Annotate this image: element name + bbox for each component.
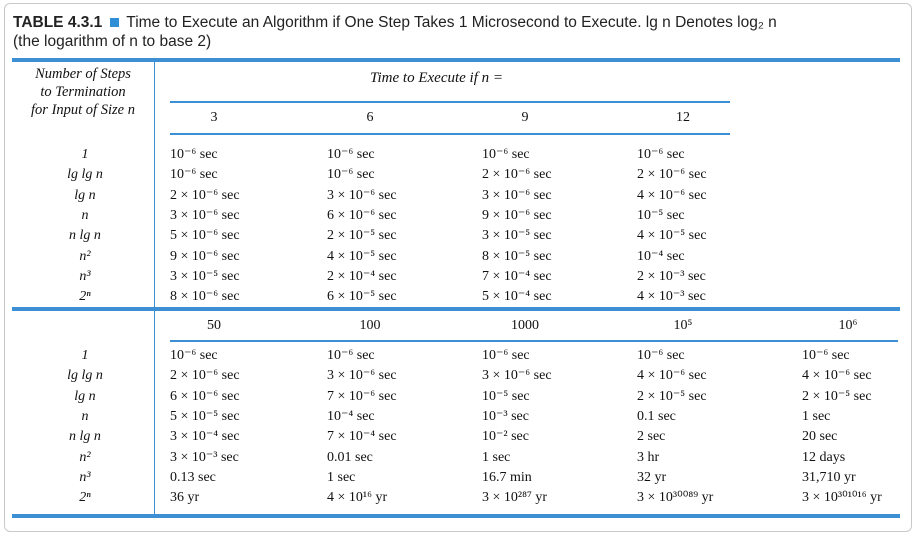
table-cell: 4 × 10⁻⁶ sec bbox=[637, 187, 707, 203]
table-cell: 12 days bbox=[802, 449, 846, 465]
bottom-rule bbox=[12, 514, 900, 518]
middle-rule bbox=[12, 307, 900, 311]
table-cell: 2 sec bbox=[637, 429, 666, 445]
table-cell: 3 × 10⁻⁶ sec bbox=[482, 187, 552, 203]
table-cell: 10⁻⁶ sec bbox=[170, 167, 218, 183]
table-cell: 32 yr bbox=[637, 469, 667, 485]
table-cell: 0.01 sec bbox=[327, 449, 373, 465]
sizes-underline-1 bbox=[170, 133, 730, 135]
step-label: 1 bbox=[81, 348, 89, 363]
size-header: 100 bbox=[359, 318, 381, 333]
table-cell: 3 × 10⁻⁴ sec bbox=[170, 429, 240, 445]
table-cell: 8 × 10⁻⁵ sec bbox=[482, 248, 552, 264]
table-cell: 10⁻⁶ sec bbox=[637, 348, 685, 363]
step-label: n² bbox=[79, 449, 91, 465]
table-cell: 3 × 10⁻⁶ sec bbox=[327, 368, 397, 384]
size-header: 9 bbox=[521, 110, 529, 125]
size-header: 6 bbox=[366, 110, 374, 125]
size-header: 50 bbox=[207, 318, 221, 333]
table-cell: 10⁻⁶ sec bbox=[327, 348, 375, 363]
size-header: 3 bbox=[210, 110, 218, 125]
column-divider-top bbox=[154, 62, 155, 307]
table-cell: 0.13 sec bbox=[170, 469, 216, 485]
table-label: TABLE 4.3.1 bbox=[13, 14, 103, 31]
table-cell: 2 × 10⁻⁴ sec bbox=[327, 268, 397, 284]
table-cell: 10⁻⁴ sec bbox=[637, 248, 685, 264]
table-cell: 10⁻³ sec bbox=[482, 408, 529, 424]
table-cell: 9 × 10⁻⁶ sec bbox=[482, 207, 552, 223]
table-cell: 4 × 10¹⁶ yr bbox=[327, 490, 388, 506]
table-cell: 4 × 10⁻⁶ sec bbox=[637, 368, 707, 384]
step-label: lg n bbox=[74, 388, 96, 404]
table-cell: 3 × 10⁻⁵ sec bbox=[170, 268, 240, 284]
table-caption bbox=[13, 13, 893, 51]
table-cell: 10⁻⁶ sec bbox=[327, 147, 375, 162]
table-cell: 8 × 10⁻⁶ sec bbox=[170, 289, 240, 305]
table-cell: 10⁻⁵ sec bbox=[637, 207, 685, 223]
table-cell: 2 × 10⁻⁶ sec bbox=[637, 167, 707, 183]
step-label: 2ⁿ bbox=[79, 289, 91, 305]
step-label: lg lg n bbox=[67, 368, 103, 384]
step-label: n bbox=[81, 408, 89, 424]
table-cell: 10⁻⁶ sec bbox=[327, 167, 375, 183]
table-cell: 10⁻⁶ sec bbox=[170, 348, 218, 363]
table-cell: 10⁻⁴ sec bbox=[327, 408, 375, 424]
table-cell: 1 sec bbox=[482, 449, 511, 465]
step-label: lg lg n bbox=[67, 167, 103, 183]
top-rule bbox=[12, 58, 900, 62]
column-divider-bottom bbox=[154, 311, 155, 514]
row-header-line3: for Input of Size n bbox=[31, 102, 135, 118]
table-cell: 4 × 10⁻³ sec bbox=[637, 289, 706, 305]
table-cell: 9 × 10⁻⁶ sec bbox=[170, 248, 240, 264]
caption-text: Time to Execute an Algorithm if One Step Takes 1 Microsecond to Execute. lg n Denotes log₂ n bbox=[126, 14, 777, 31]
size-header: 10⁵ bbox=[673, 318, 693, 333]
table-cell: 6 × 10⁻⁶ sec bbox=[170, 388, 240, 404]
table-cell: 7 × 10⁻⁴ sec bbox=[482, 268, 552, 284]
table-cell: 5 × 10⁻⁶ sec bbox=[170, 228, 240, 244]
table-cell: 6 × 10⁻⁵ sec bbox=[327, 289, 397, 305]
table-cell: 4 × 10⁻⁵ sec bbox=[637, 228, 707, 244]
table-cell: 3 × 10³⁰¹⁰¹⁶ yr bbox=[802, 490, 882, 506]
caption-text-line2: (the logarithm of n to base 2) bbox=[13, 33, 212, 50]
table-cell: 10⁻⁶ sec bbox=[482, 147, 530, 162]
row-header-line1: Number of Steps bbox=[35, 66, 131, 82]
caption-square-icon bbox=[110, 18, 119, 27]
step-label: n² bbox=[79, 248, 91, 264]
step-label: n bbox=[81, 207, 89, 223]
table-cell: 6 × 10⁻⁶ sec bbox=[327, 207, 397, 223]
table-cell: 2 × 10⁻⁶ sec bbox=[170, 368, 240, 384]
table-cell: 10⁻² sec bbox=[482, 429, 529, 445]
table-cell: 2 × 10⁻⁵ sec bbox=[327, 228, 397, 244]
table-cell: 10⁻⁵ sec bbox=[482, 388, 530, 404]
table-cell: 2 × 10⁻⁵ sec bbox=[637, 388, 707, 404]
header-underline bbox=[170, 101, 730, 103]
table-cell: 2 × 10⁻⁶ sec bbox=[482, 167, 552, 183]
step-label: n³ bbox=[79, 469, 91, 485]
column-group-header: Time to Execute if n = bbox=[370, 70, 504, 86]
table-cell: 10⁻⁶ sec bbox=[637, 147, 685, 162]
step-label: n lg n bbox=[69, 228, 101, 244]
size-header: 1000 bbox=[511, 318, 539, 333]
sizes-underline-2 bbox=[170, 340, 898, 342]
step-label: 1 bbox=[81, 147, 89, 162]
table-cell: 10⁻⁶ sec bbox=[482, 348, 530, 363]
table-cell: 3 × 10³⁰⁰⁸⁹ yr bbox=[637, 490, 714, 506]
table-cell: 3 × 10⁻⁶ sec bbox=[482, 368, 552, 384]
table-cell: 10⁻⁶ sec bbox=[802, 348, 850, 363]
table-cell: 3 hr bbox=[637, 449, 660, 465]
table-cell: 1 sec bbox=[802, 408, 831, 424]
table-cell: 36 yr bbox=[170, 490, 200, 506]
table-cell: 3 × 10²⁸⁷ yr bbox=[482, 490, 548, 506]
table-cell: 3 × 10⁻⁵ sec bbox=[482, 228, 552, 244]
table-cell: 3 × 10⁻⁶ sec bbox=[170, 207, 240, 223]
step-label: lg n bbox=[74, 187, 96, 203]
row-header bbox=[16, 65, 150, 119]
table-cell: 2 × 10⁻³ sec bbox=[637, 268, 706, 284]
table-cell: 3 × 10⁻³ sec bbox=[170, 449, 239, 465]
table-cell: 5 × 10⁻⁴ sec bbox=[482, 289, 552, 305]
table-cell: 4 × 10⁻⁶ sec bbox=[802, 368, 872, 384]
table-cell: 7 × 10⁻⁴ sec bbox=[327, 429, 397, 445]
step-label: 2ⁿ bbox=[79, 490, 91, 506]
step-label: n³ bbox=[79, 268, 91, 284]
table-cell: 10⁻⁶ sec bbox=[170, 147, 218, 162]
table-cell: 4 × 10⁻⁵ sec bbox=[327, 248, 397, 264]
row-header-line2: to Termination bbox=[40, 84, 126, 100]
table-cell: 16.7 min bbox=[482, 469, 532, 485]
size-header: 10⁶ bbox=[838, 318, 858, 333]
table-cell: 0.1 sec bbox=[637, 408, 676, 424]
table-cell: 1 sec bbox=[327, 469, 356, 485]
table-cell: 7 × 10⁻⁶ sec bbox=[327, 388, 397, 404]
table-cell: 31,710 yr bbox=[802, 469, 856, 485]
table-cell: 5 × 10⁻⁵ sec bbox=[170, 408, 240, 424]
table-cell: 3 × 10⁻⁶ sec bbox=[327, 187, 397, 203]
table-cell: 2 × 10⁻⁵ sec bbox=[802, 388, 872, 404]
table-cell: 2 × 10⁻⁶ sec bbox=[170, 187, 240, 203]
size-header: 12 bbox=[676, 110, 690, 125]
table-cell: 20 sec bbox=[802, 429, 838, 445]
step-label: n lg n bbox=[69, 429, 101, 445]
